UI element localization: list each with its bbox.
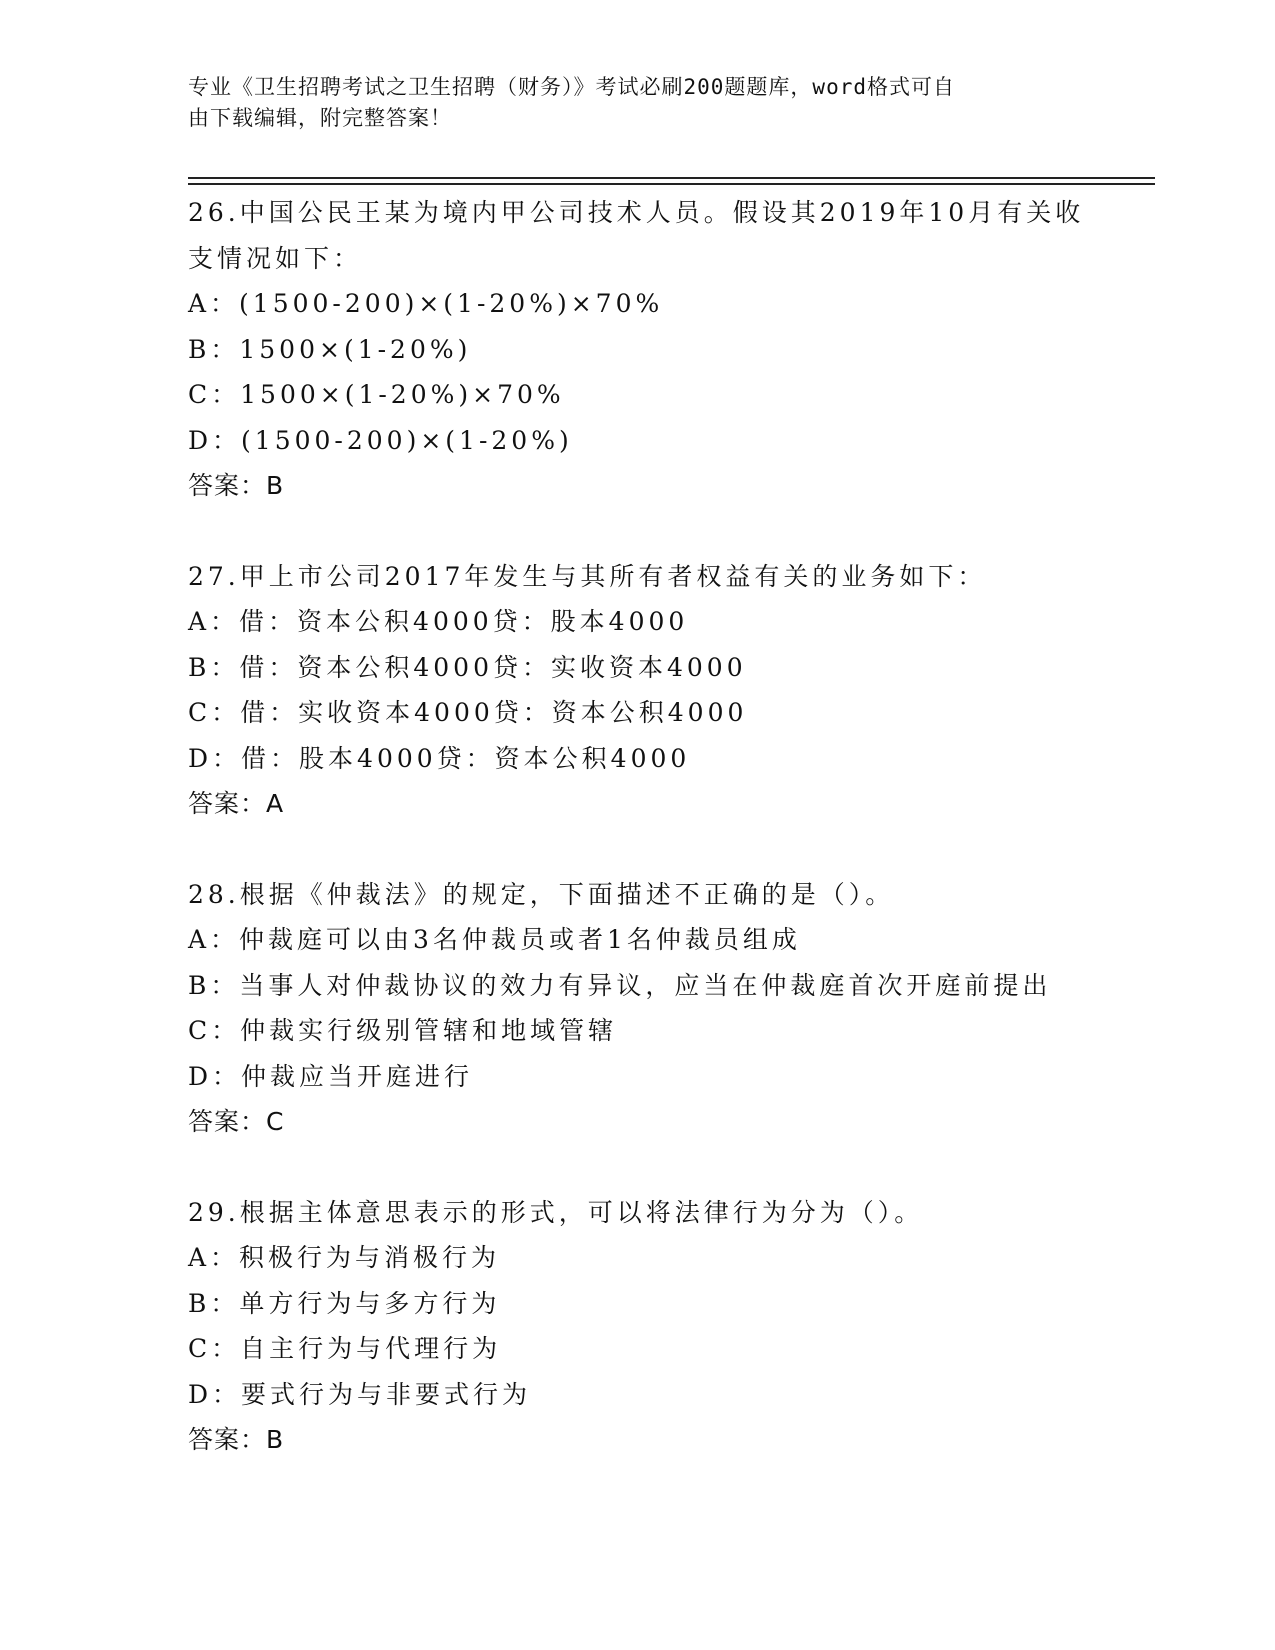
document-header [188, 72, 1088, 134]
option-a: A：(1500-200)×(1-20%)×70% [188, 289, 664, 318]
option-d: D：(1500-200)×(1-20%) [188, 425, 573, 455]
option-b: B：当事人对仲裁协议的效力有异议，应当在仲裁庭首次开庭前提出 [188, 970, 1052, 1000]
option-d: D：借：股本4000贷：资本公积4000 [188, 743, 691, 773]
header-divider-bottom [188, 183, 1155, 185]
answer-line: 答案：B [188, 1425, 285, 1454]
answer-line: 答案：C [188, 1107, 285, 1136]
question-28 [188, 872, 1128, 1145]
answer-line: 答案：A [188, 789, 285, 818]
option-c: C：自主行为与代理行为 [188, 1334, 502, 1363]
option-b: B：借：资本公积4000贷：实收资本4000 [188, 652, 747, 682]
option-d: D：仲裁应当开庭进行 [188, 1061, 474, 1091]
option-d: D：要式行为与非要式行为 [188, 1379, 532, 1409]
option-c: C：仲裁实行级别管辖和地域管辖 [188, 1016, 618, 1045]
option-c: C：借：实收资本4000贷：资本公积4000 [188, 698, 748, 727]
option-a: A：积极行为与消极行为 [188, 1243, 501, 1272]
question-26 [188, 190, 1128, 509]
question-stem: 27.甲上市公司2017年发生与其所有者权益有关的业务如下： [188, 561, 987, 591]
question-stem-continued: 支情况如下： [188, 243, 363, 273]
option-a: A：借：资本公积4000贷：股本4000 [188, 607, 689, 636]
option-a: A：仲裁庭可以由3名仲裁员或者1名仲裁员组成 [188, 925, 801, 954]
question-stem: 29.根据主体意思表示的形式，可以将法律行为分为（）。 [188, 1197, 924, 1227]
question-29 [188, 1190, 1128, 1463]
question-stem: 28.根据《仲裁法》的规定，下面描述不正确的是（）。 [188, 879, 895, 909]
option-c: C：1500×(1-20%)×70% [188, 380, 565, 409]
option-b: B：单方行为与多方行为 [188, 1288, 501, 1318]
option-b: B：1500×(1-20%) [188, 334, 472, 364]
header-divider-top [188, 177, 1155, 179]
question-list [188, 190, 1128, 1508]
question-stem: 26.中国公民王某为境内甲公司技术人员。假设其2019年10月有关收 [188, 198, 1085, 227]
header-line-1: 专业《卫生招聘考试之卫生招聘（财务）》考试必刷200题题库，word格式可自 [188, 75, 955, 99]
answer-line: 答案：B [188, 471, 285, 500]
header-line-2: 由下载编辑，附完整答案！ [188, 106, 452, 130]
question-27 [188, 554, 1128, 827]
